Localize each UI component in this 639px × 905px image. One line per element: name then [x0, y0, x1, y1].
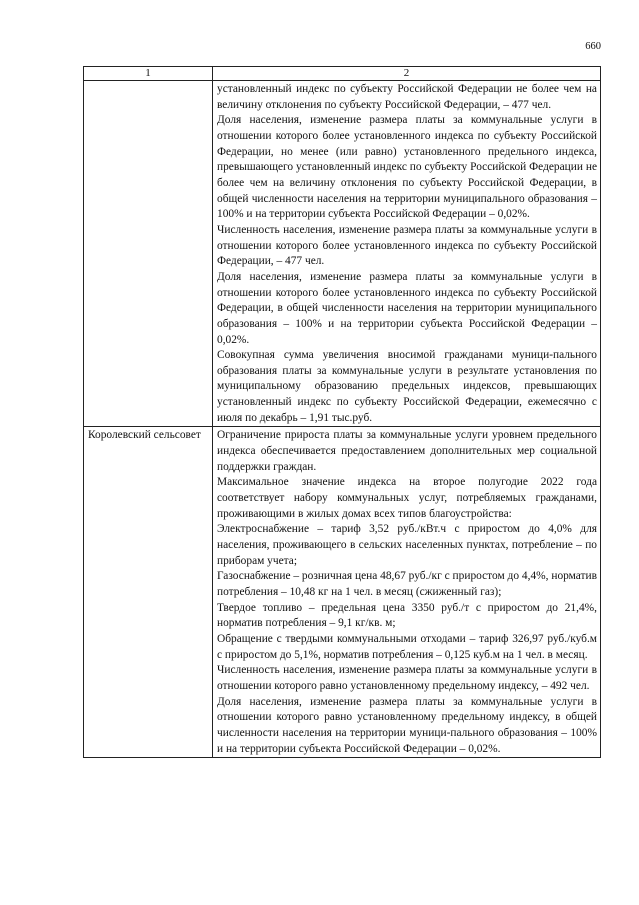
region-cell	[84, 81, 213, 427]
paragraph: Численность населения, изменение размера платы за коммунальные услуги в отношении которого равно установленному предельному индексу, – 492 чел.	[217, 664, 597, 692]
region-cell: Королевский сельсовет	[84, 427, 213, 758]
table-row	[84, 81, 601, 427]
column-header-2: 2	[213, 67, 601, 81]
paragraph: Доля населения, изменение размера платы за коммунальные услуги в отношении которого более установленного индекса по субъекту Российской Федерации, но менее (или равно) установленного предельного индекса, превышающего установленный индекс по субъекту Российской Федерации не более чем на величину отклонения по субъекту Российской Федерации, в общей численности населения на территории муниципального образования – 100% и на территории субъекта Российской Федерации – 0,02%.	[217, 114, 597, 221]
paragraph: Ограничение прироста платы за коммунальные услуги уровнем предельного индекса обеспечивается предоставлением дополнительных мер социальной поддержки граждан.	[217, 429, 597, 473]
table-row	[84, 427, 601, 758]
document-table	[83, 66, 601, 758]
paragraph: Совокупная сумма увеличения вносимой гражданами муници-пального образования платы за коммунальные услуги в результате установления по муниципальному образованию предельных индексов, превышающих установленный индекс по субъекту Российской Федерации, ежемесячно с июля по декабрь – 1,91 тыс.руб.	[217, 349, 597, 424]
paragraph: Твердое топливо – предельная цена 3350 руб./т с приростом до 21,4%, норматив потребления – 9,1 кг/кв. м;	[217, 601, 597, 630]
column-header-1: 1	[84, 67, 213, 81]
description-cell	[213, 427, 601, 758]
paragraph: Доля населения, изменение размера платы за коммунальные услуги в отношении которого равно установленному предельному индексу, в общей численности населения на территории муници-пального образования – 100% и на территории субъекта Российской Федерации – 0,02%.	[217, 695, 597, 755]
description-cell	[213, 81, 601, 427]
paragraph: Доля населения, изменение размера платы за коммунальные услуги в отношении которого более установленного индекса по субъекту Российской Федерации, в общей численности населения на территории муниципального образования – 100% и на территории субъекта Российской Федерации – 0,02%.	[217, 270, 597, 346]
paragraph: Газоснабжение – розничная цена 48,67 руб./кг с приростом до 4,4%, норматив потребления – 10,48 кг на 1 чел. в месяц (сжиженный газ);	[217, 570, 597, 598]
paragraph: установленный индекс по субъекту Российской Федерации не более чем на величину отклонения по субъекту Российской Федерации, – 477 чел.	[217, 83, 597, 111]
page-number: 660	[585, 41, 601, 52]
paragraph: Электроснабжение – тариф 3,52 руб./кВт.ч с приростом до 4,0% для населения, проживающего в сельских населенных пунктах, потребление – по приборам учета;	[217, 523, 597, 567]
paragraph: Максимальное значение индекса на второе полугодие 2022 года соответствует набору коммунальных услуг, потребляемых гражданами, проживающими в жилых домах всех типов благоустройства:	[217, 476, 597, 520]
paragraph: Численность населения, изменение размера платы за коммунальные услуги в отношении которого более установленного индекса по субъекту Российской Федерации, – 477 чел.	[217, 223, 597, 268]
paragraph: Обращение с твердыми коммунальными отходами – тариф 326,97 руб./куб.м с приростом до 5,1%, норматив потребления – 0,125 куб.м на 1 чел. в месяц.	[217, 632, 597, 661]
table-header-row	[84, 67, 601, 81]
